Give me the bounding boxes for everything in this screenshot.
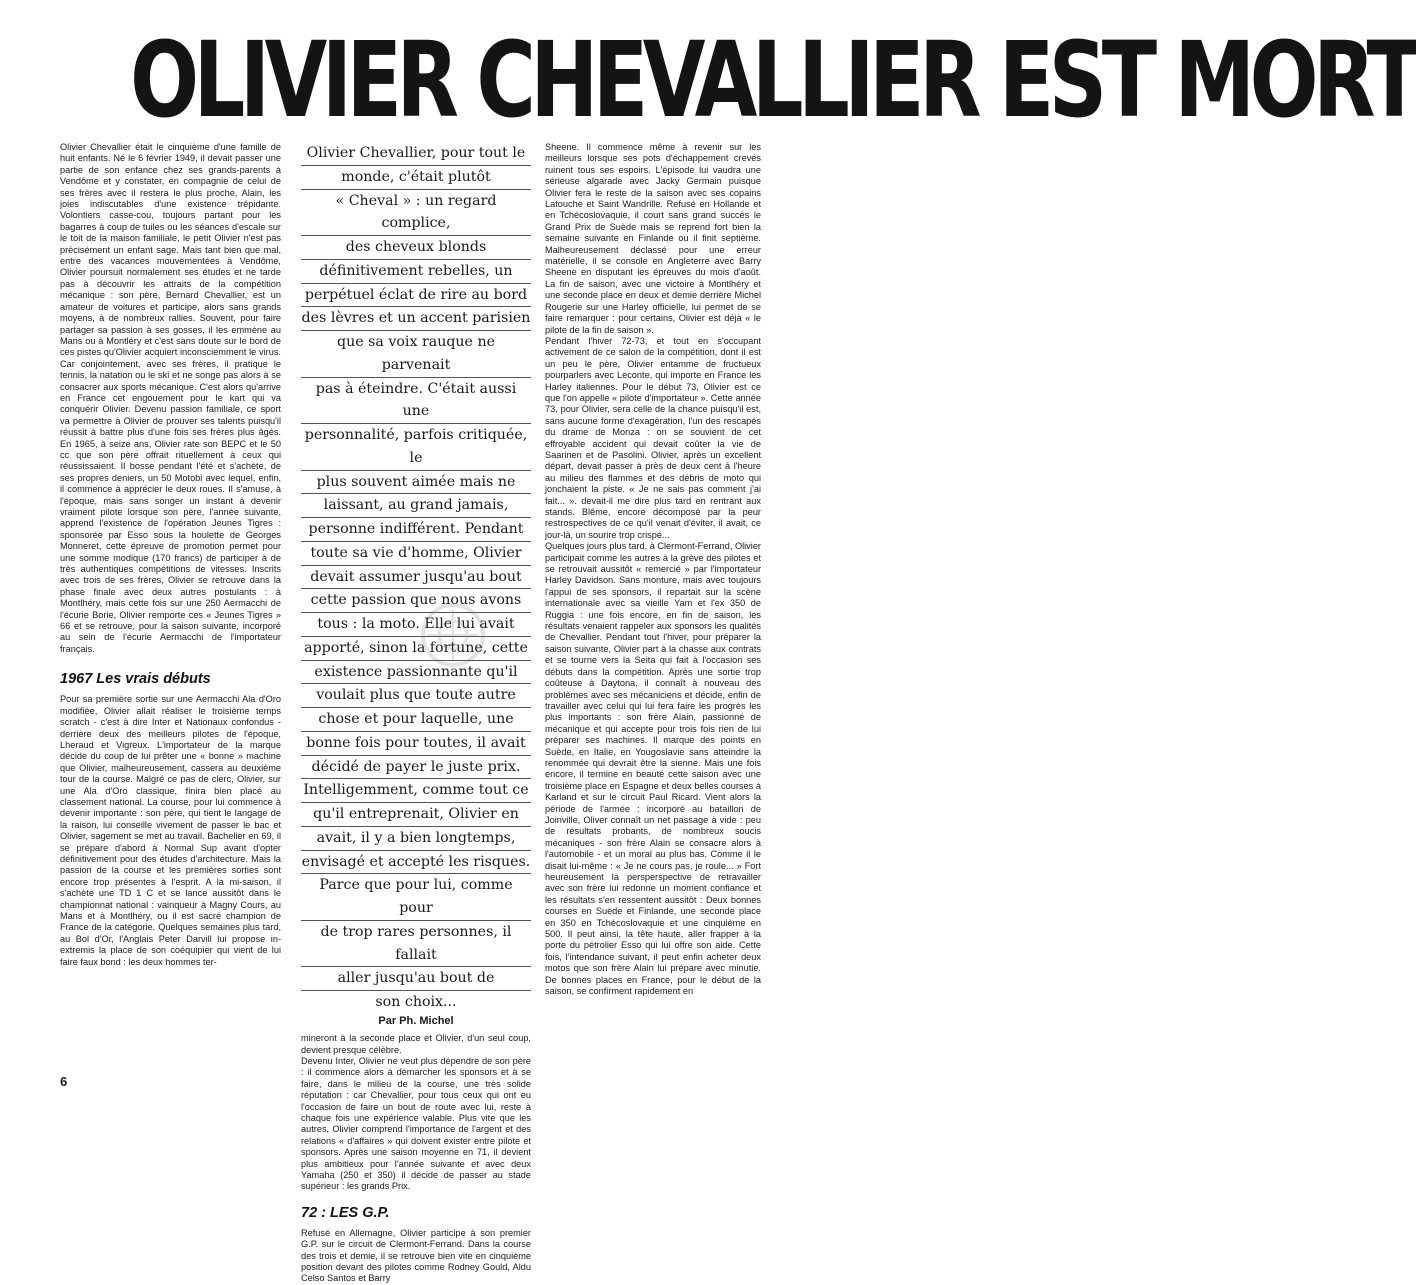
middle-column <box>301 142 531 1284</box>
left-column <box>60 142 281 1092</box>
quote-line: que sa voix rauque ne parvenait <box>301 331 531 378</box>
quote-line: aller jusqu'au bout de <box>301 967 531 991</box>
page-number: 6 <box>60 1074 68 1089</box>
quote-line: des cheveux blonds <box>301 236 531 260</box>
quote-line: pas à éteindre. C'était aussi une <box>301 378 531 425</box>
quote-line: apporté, sinon la fortune, cette <box>301 637 531 661</box>
quote-line: son choix... <box>375 994 457 1010</box>
article-paragraph: Devenu Inter, Olivier ne veut plus dépendre de son père : il commence alors à démarcher les sponsors et à se faire, dans le milieu de la course, une très solide réputation : car Chevallier, pour tous ceux qui ont eu l'occasion de faire un bout de route avec lui, reste à chaque fois une expérience valable. Plus vite que les autres, Olivier comprend l'importance de l'argent et des relations « d'affaires » qui doivent exister entre pilote et sponsors. Après une saison moyenne en 71, il devient plus ambitieux pour l'année suivante et avec deux Yamaha (250 et 350) il décide de passer au stade supérieur : les grands Prix. <box>301 1055 531 1192</box>
quote-line: définitivement rebelles, un <box>301 260 531 284</box>
quote-line: avait, il y a bien longtemps, <box>301 827 531 851</box>
quote-line: personnalité, parfois critiquée, le <box>301 424 531 471</box>
byline: Par Ph. Michel <box>378 1014 454 1027</box>
article-paragraph: Quelques jours plus tard, à Clermont-Ferrand, Olivier participait comme les autres à la grève des pilotes et se retrouvait aussitôt « remercié » par l'importateur Harley Davidson. Sans monture, mais avec toujours l'appui de ses sponsors, il repartait sur la scène internationale avec sa vieille Yam et l'ex 350 de Ruggia : une fois encore, en fin de saison, les résultats venaient rappeler aux sponsors les qualités de Chevallier. Pendant tout l'hiver, pour préparer la saison suivante, Olivier part à la chasse aux contrats et se tourne vers la Seita qui fait à l'occasion ses débuts dans la compétition. Après une sortie trop coûteuse à Daytona, il connaît à nouveau des problèmes avec ses mécaniciens et décide, enfin de travailler avec celui qui lui fera faire les progrès les plus importants : son frère Alain, passionné de mécanique et qui accepte pour trois fois rien de lui préparer ses machines. Il marque des points en Suède, en Italie, en Yougoslavie sans atteindre la renommée qui devrait être la sienne. Mais une fois encore, il termine en beauté cette saison avec une troisième place en Espagne et deux belles courses à Karland et sur le circuit Paul Ricard. Vient alors la période de l'armée : incorporé au bataillon de Joinville, Oliver connaît un net passage à vide : peu de résultats probants, de nombreux soucis mécaniques - son frère Alain se consacre alors à l'automobile - et un moral au plus bas. Comme il le disait lui-même : « Je ne cours pas, je roule... » Fort heureusement la persperspective de retravailler avec son frère lui redonne un moment confiance et les résultats s'en ressentent aussitôt : Deux bonnes courses en Suède et Finlande, une seconde place en 350 en Tchécoslovaquie et une cinquième en 500. Il peut ainsi, la tête haute, aller frapper à la porte du pétrolier Esso qui lui offre son aide. Cette fois, l'intendance suivant, il peut enfin acheter deux motos que son frère Alain lui prépare avec minutie. De bonnes places en France, pour le début de la saison, se confirment rapidement en <box>545 541 761 997</box>
article-paragraph: mineront à la seconde place et Olivier, d'un seul coup, devient presque célèbre. <box>301 1033 531 1055</box>
quote-line: Olivier Chevallier, pour tout le <box>301 142 531 166</box>
quote-line: existence passionnante qu'il <box>301 661 531 685</box>
quote-line: devait assumer jusqu'au bout <box>301 566 531 590</box>
quote-line: Intelligemment, comme tout ce <box>301 779 531 803</box>
quote-line: « Cheval » : un regard complice, <box>301 190 531 237</box>
subheading-gp: 72 : LES G.P. <box>301 1204 390 1221</box>
article-paragraph: Sheene. Il commence même à revenir sur les meilleurs lorsque ses pots d'échappement crevés ruinent tous ses espoirs. L'épisode lui vaudra une sérieuse algarade avec Jacky Germain puisque Olivier fera le reste de la saison avec ses copains Latouche et Saint Wandrille. Refusé en Hollande et en Tchécoslovaquie, il court sans grand succès le Grand Prix de Suède mais se reprend fort bien la semaine suivante en Finlande ou il finit septième. Malheureusement déclassé pour une erreur matérielle, il se console en Angleterre avec Barry Sheene en disputant les épreuves du mois d'août. La fin de saison, avec une victoire à Montlhéry et une seconde place en deux et demie derrière Michel Rougerie sur une Harley officielle, lui permet de se faire remarquer : pour certains, Olivier est déjà « le pilote de la fin de saison ». <box>545 142 761 335</box>
quote-line: Parce que pour lui, comme pour <box>301 874 531 921</box>
quote-line: décidé de payer le juste prix. <box>301 756 531 780</box>
article-paragraph: Refusé en Allemagne, Olivier participe à son premier G.P. sur le circuit de Clermont-Ferrand. Dans la course des trois et demie, il se retrouve bien vite en cinquième position devant des pilotes comme Rodney Gould, Aldu Celso Santos et Barry <box>301 1227 531 1284</box>
quote-line: cette passion que nous avons <box>301 589 531 613</box>
article-paragraph: Olivier Chevallier était le cinquième d'une famille de huit enfants. Né le 6 février 1949, il devait passer une partie de son enfance chez ses grands-parents à Vendôme et y constater, en compagnie de celui de ses frères avec il restera le plus proche, Alain, les joies indiscutables d'une existence trépidante. Volontiers casse-cou, toujours partant pour les bagarres à coup de tuiles ou les séances d'escale sur le toit de la maison familiale, le petit Olivier n'est pas précisément un enfant sage. Mais tant bien que mal, entre des vacances mouvementées à Vendôme, Olivier poursuit normalement ses études et ne tarde pas à découvrir les attraits de la compétition mécanique : son père, Bernard Chevallier, est un amateur de voitures et participe, alors sans grands moyens, à de nombreux rallies. Souvent, pour faire partager sa passion à ses gosses, il les emmène au Mans ou à Montléry et c'est sans doute sur le bord de ces pistes qu'Olivier acquiert inconsciemment le virus. Car conjointement, avec ses frères, il pratique le tennis, la natation ou le ski et ne songe pas alors à se consacrer aux sports mécanique. C'est alors qu'arrive en France cet engouement pour le kart qui va conquérir Olivier. Devenu passion familiale, ce sport va permettre à Olivier de prouver ses talents puisqu'il réussit à battre plus d'une fois ses frères plus âgés. En 1965, à seize ans, Olivier rate son BEPC et le 50 cc que son père offrait rituellement à ceux qui réussissaient. Il bosse pendant l'été et s'achète, de ses propres deniers, un 50 Motobi avec lequel, enfin, il commence à apprécier le deux roues. Il s'amuse, à l'époque, mais sans songer un instant à devenir vraiment pilote lorsque son père, l'année suivante, apprend l'existence de l'opération Jeunes Tigres : sponsorée par Esso sous la houlette de Georges Monneret, cette épreuve de promotion permet pour une somme modique (170 francs) de participer à de très authentiques compétitions de vitesses. Inscrits avec trois de ses frères, Olivier se retrouve dans la phase finale avec deux autres postulants : à Montlhéry, mais cette fois sur une 250 Aermacchi de l'écurie Borie, Olivier remporte ces « Jeunes Tigres » 66 et se retrouve, pour la saison suivante, incorporé au sein de l'écurie Aermacchi de l'importateur français. <box>60 142 281 654</box>
quote-line: voulait plus que toute autre <box>301 684 531 708</box>
article-paragraph: Pour sa première sortie sur une Aermacchi Ala d'Oro modifiée, Olivier allait réaliser le troisième temps scratch - c'est à dire Inter et Nationaux confondus - derrière deux des meilleurs pilotes de l'époque, Lheraud et Vigreux. L'importateur de la marque décide du coup de lui prêter une « bonne » machine que Olivier, malheureusement, cassera au deuxième tour de la course. Malgré ce pas de clerc, Olivier, sur une Ala d'Oro classique, finira bien placé au classement national. La course, pour lui commence à devenir importante : son père, qui tient le langage de la raison, lui conseille vivement de passer le bac et Olivier, sagement se met au travail. Bachelier en 69, il se prépare d'abord à Normal Sup avant d'opter définitivement pour des études d'architecture. Mais la passion de la course et les premières sorties sont encore trop présentes à l'esprit. A la mi-saison, il s'achète une TD 1 C et se lance aussitôt dans le championnat national : vainqueur à Magny Cours, au Mans et à Montlhéry, ou il est sacré champion de France de la catégorie. Quelques semaines plus tard, au Bol d'Or, l'Anglais Peter Darvill lui propose in-extremis la place de son coéquipier qui vient de lui faire faux bond : les deux hommes ter- <box>60 694 281 967</box>
quote-line: toute sa vie d'homme, Olivier <box>301 542 531 566</box>
headline: OLIVIER CHEVALLIER EST MORT <box>130 19 1416 141</box>
quote-line: des lèvres et un accent parisien <box>301 307 531 331</box>
quote-line: chose et pour laquelle, une <box>301 708 531 732</box>
quote-line: plus souvent aimée mais ne <box>301 471 531 495</box>
pull-quote <box>301 142 531 1014</box>
watermark-icon <box>418 600 488 670</box>
quote-line: personne indifférent. Pendant <box>301 518 531 542</box>
quote-line: laissant, au grand jamais, <box>301 494 531 518</box>
quote-line: monde, c'était plutôt <box>301 166 531 190</box>
quote-line: envisagé et accepté les risques. <box>301 851 531 875</box>
right-column <box>545 142 761 1092</box>
quote-line: qu'il entreprenait, Olivier en <box>301 803 531 827</box>
quote-line: perpétuel éclat de rire au bord <box>301 284 531 308</box>
quote-line: de trop rares personnes, il fallait <box>301 921 531 968</box>
quote-line: tous : la moto. Elle lui avait <box>301 613 531 637</box>
article-paragraph: Pendant l'hiver 72-73, et tout en s'occupant activement de ce salon de la compétition, dont il est un peu le père, Olivier entamme de fructueux pourparlers avec Leconte, qui importe en France les Harley italiennes. Pour le début 73, Olivier est ce que l'on appelle « pilote d'importateur ». Cette année 73, pour Olivier, sera celle de la chance puisqu'il est, sans aucune forme d'exagération, l'un des rescapés du drame de Monza : on se souvient de cet effroyable accident qui devait coûter la vie de Saarinen et de Pasolini. Olivier, après un excellent départ, devait passer à près de deux cent à l'heure au milieu des flammes et des débris de moto qui jonchaient la piste. « Je ne sais pas comment j'ai fait... ». devait-il me dire plus tard en rentrant aux stands. Blême, encore décomposé par la peur restrospectives de ce qu'il venait d'éviter, il avait, ce jour-là, un sourire trop crispé... <box>545 335 761 540</box>
subheading-debuts: 1967 Les vrais débuts <box>60 671 211 688</box>
quote-line: bonne fois pour toutes, il avait <box>301 732 531 756</box>
